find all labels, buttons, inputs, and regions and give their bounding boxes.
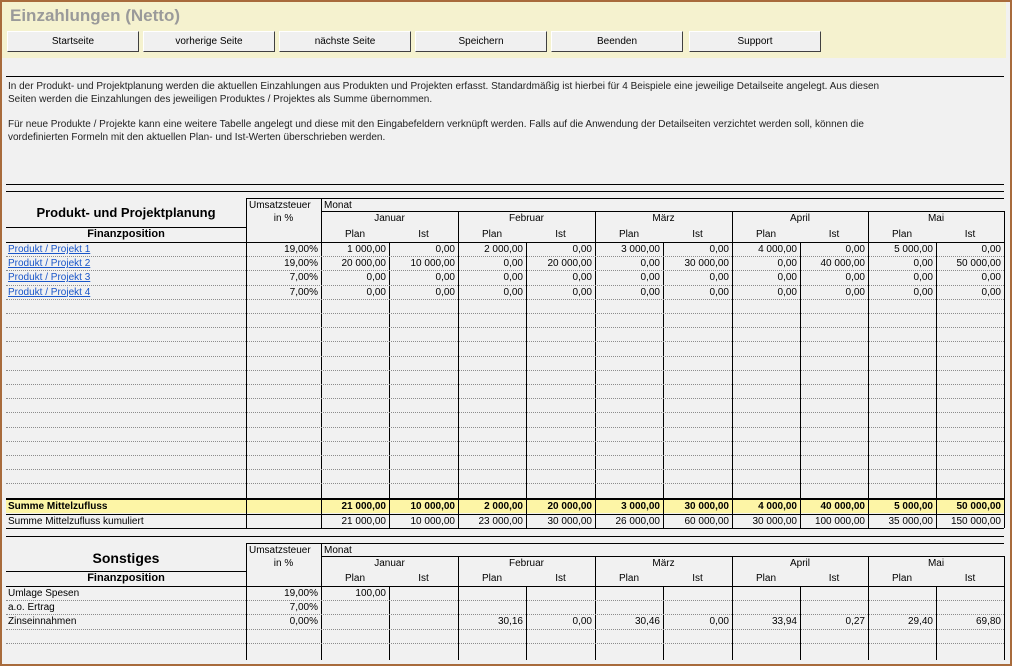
grid-line bbox=[936, 586, 937, 660]
value-cell[interactable]: 0,00 bbox=[981, 286, 1001, 298]
cumulative-value: 30 000,00 bbox=[752, 516, 797, 527]
value-cell[interactable]: 0,00 bbox=[845, 244, 865, 255]
value-cell[interactable]: 0,00 bbox=[913, 272, 933, 284]
grid-line bbox=[800, 586, 801, 660]
grid-line bbox=[389, 586, 390, 660]
section-title: Produkt- und Projektplanung bbox=[36, 205, 216, 220]
grid-line bbox=[1004, 211, 1005, 499]
value-cell[interactable]: 0,00 bbox=[640, 258, 660, 270]
value-cell[interactable]: 1 000,00 bbox=[347, 244, 386, 255]
sum-value: 30 000,00 bbox=[684, 501, 729, 512]
value-cell[interactable]: 0,00 bbox=[981, 272, 1001, 284]
value-cell[interactable]: 2 000,00 bbox=[484, 244, 523, 255]
month-header: Februar bbox=[508, 558, 544, 569]
value-cell[interactable]: 30,46 bbox=[634, 616, 660, 628]
row-separator bbox=[6, 384, 1004, 385]
tax-rate[interactable]: 0,00% bbox=[289, 616, 318, 628]
row-separator bbox=[6, 398, 1004, 399]
row-separator bbox=[6, 629, 1004, 630]
ist-header: Ist bbox=[828, 573, 840, 584]
value-cell[interactable]: 20 000,00 bbox=[341, 258, 386, 270]
tax-column-header: Umsatzsteuer bbox=[249, 545, 311, 556]
sum-value: 40 000,00 bbox=[820, 501, 865, 512]
save-button[interactable]: Speichern bbox=[415, 31, 547, 52]
row-separator bbox=[6, 643, 1004, 644]
value-cell[interactable]: 0,00 bbox=[777, 286, 797, 298]
cumulative-value: 21 000,00 bbox=[341, 516, 386, 527]
grid-line bbox=[246, 198, 247, 499]
value-cell[interactable]: 0,00 bbox=[913, 286, 933, 298]
tax-rate[interactable]: 7,00% bbox=[289, 286, 318, 298]
grid-line bbox=[321, 499, 322, 528]
cumulative-value: 26 000,00 bbox=[615, 516, 660, 527]
cumulative-value: 10 000,00 bbox=[410, 516, 455, 527]
position-column-header: Finanzposition bbox=[87, 228, 165, 240]
cumulative-value: 150 000,00 bbox=[950, 516, 1001, 527]
tax-rate[interactable]: 19,00% bbox=[284, 588, 318, 599]
value-cell[interactable]: 0,00 bbox=[503, 272, 523, 284]
value-cell[interactable]: 0,00 bbox=[777, 258, 797, 270]
value-cell[interactable]: 0,00 bbox=[366, 272, 386, 284]
value-cell[interactable]: 0,00 bbox=[435, 244, 455, 255]
page-title: Einzahlungen (Netto) bbox=[10, 6, 180, 25]
ist-header: Ist bbox=[692, 573, 703, 584]
sum-value: 10 000,00 bbox=[410, 501, 455, 512]
value-cell[interactable]: 0,00 bbox=[981, 244, 1001, 255]
plan-header: Plan bbox=[481, 229, 502, 240]
value-cell[interactable]: 50 000,00 bbox=[956, 258, 1001, 270]
value-cell[interactable]: 0,00 bbox=[709, 286, 729, 298]
grid-line bbox=[663, 499, 664, 528]
grid-line bbox=[732, 499, 733, 528]
position-label: Umlage Spesen bbox=[8, 588, 80, 599]
tax-column-header: in % bbox=[273, 213, 294, 224]
ist-header: Ist bbox=[964, 229, 976, 240]
cumulative-value: 30 000,00 bbox=[547, 516, 592, 527]
row-separator bbox=[6, 370, 1004, 371]
value-cell[interactable]: 0,00 bbox=[640, 272, 660, 284]
project-link[interactable]: Produkt / Projekt 4 bbox=[8, 286, 91, 298]
grid-line bbox=[800, 499, 801, 528]
grid-line bbox=[936, 499, 937, 528]
month-header: März bbox=[652, 558, 675, 569]
month-column-header: Monat bbox=[324, 200, 352, 211]
month-header: Mai bbox=[927, 558, 945, 569]
tax-rate[interactable]: 19,00% bbox=[284, 258, 318, 270]
ist-header: Ist bbox=[418, 573, 429, 584]
sum-value: 5 000,00 bbox=[894, 501, 933, 512]
value-cell[interactable]: 40 000,00 bbox=[820, 258, 865, 270]
position-column-header: Finanzposition bbox=[87, 572, 165, 584]
row-separator bbox=[6, 455, 1004, 456]
value-cell[interactable]: 0,00 bbox=[435, 286, 455, 298]
value-cell[interactable]: 33,94 bbox=[771, 616, 797, 628]
value-cell[interactable]: 0,00 bbox=[845, 286, 865, 298]
sum-label: Summe Mittelzufluss bbox=[8, 501, 108, 512]
value-cell[interactable]: 0,00 bbox=[709, 272, 729, 284]
grid-line bbox=[6, 191, 1004, 192]
grid-line bbox=[1004, 556, 1005, 660]
description-text: In der Produkt- und Projektplanung werden die aktuellen Einzahlungen aus Produkten und Projekten erfasst. Standardmäßig ist hierbei für 4 Beispiele eine jeweilige Detailseite angelegt. Aus diesen bbox=[8, 81, 880, 92]
value-cell[interactable]: 0,00 bbox=[913, 258, 933, 270]
plan-header: Plan bbox=[481, 573, 502, 584]
grid-line bbox=[663, 586, 664, 660]
row-separator bbox=[6, 313, 1004, 314]
sum-value: 21 000,00 bbox=[341, 501, 386, 512]
plan-header: Plan bbox=[755, 229, 776, 240]
grid-line bbox=[321, 198, 322, 499]
exit-button[interactable]: Beenden bbox=[551, 31, 683, 52]
cumulative-value: 100 000,00 bbox=[814, 516, 865, 527]
grid-line bbox=[595, 499, 596, 528]
sum-value: 50 000,00 bbox=[956, 501, 1001, 512]
sum-value: 20 000,00 bbox=[547, 501, 592, 512]
row-separator bbox=[6, 299, 1004, 300]
value-cell[interactable]: 0,00 bbox=[572, 272, 592, 284]
row-separator bbox=[6, 441, 1004, 442]
value-cell[interactable]: 0,00 bbox=[503, 286, 523, 298]
month-header: März bbox=[652, 213, 675, 224]
row-separator bbox=[6, 427, 1004, 428]
value-cell[interactable]: 0,00 bbox=[709, 244, 729, 255]
description-text: vordefinierten Formeln mit den aktuellen Plan- und Ist-Werten überschrieben werden. bbox=[8, 132, 386, 143]
prev-page-button[interactable]: vorherige Seite bbox=[143, 31, 275, 52]
value-cell[interactable]: 100,00 bbox=[355, 588, 386, 599]
value-cell[interactable]: 0,00 bbox=[435, 272, 455, 284]
next-page-button[interactable]: nächste Seite bbox=[279, 31, 411, 52]
cumulative-value: 35 000,00 bbox=[888, 516, 933, 527]
plan-header: Plan bbox=[755, 573, 776, 584]
plan-header: Plan bbox=[344, 229, 365, 240]
value-cell[interactable]: 69,80 bbox=[975, 616, 1001, 628]
month-column-header: Monat bbox=[324, 545, 352, 556]
plan-header: Plan bbox=[891, 573, 912, 584]
grid-line bbox=[1004, 499, 1005, 528]
plan-header: Plan bbox=[891, 229, 912, 240]
grid-line bbox=[246, 499, 247, 528]
row-separator bbox=[6, 412, 1004, 413]
divider bbox=[6, 76, 1004, 77]
ist-header: Ist bbox=[555, 573, 566, 584]
ist-header: Ist bbox=[964, 573, 976, 584]
value-cell[interactable]: 29,40 bbox=[907, 616, 933, 628]
value-cell[interactable]: 0,27 bbox=[845, 616, 865, 628]
project-link[interactable]: Produkt / Projekt 2 bbox=[8, 258, 91, 270]
value-cell[interactable]: 0,00 bbox=[366, 286, 386, 298]
value-cell[interactable]: 5 000,00 bbox=[894, 244, 933, 255]
sum-value: 3 000,00 bbox=[621, 501, 660, 512]
value-cell[interactable]: 30 000,00 bbox=[684, 258, 729, 270]
ist-header: Ist bbox=[555, 229, 566, 240]
month-header: Februar bbox=[508, 213, 544, 224]
home-button[interactable]: Startseite bbox=[7, 31, 139, 52]
grid-line bbox=[526, 586, 527, 660]
value-cell[interactable]: 0,00 bbox=[572, 244, 592, 255]
position-label: a.o. Ertrag bbox=[8, 602, 55, 614]
ist-header: Ist bbox=[418, 229, 429, 240]
plan-header: Plan bbox=[618, 573, 639, 584]
tax-rate[interactable]: 19,00% bbox=[284, 244, 318, 255]
row-separator bbox=[6, 469, 1004, 470]
grid-line bbox=[6, 536, 1004, 537]
value-cell[interactable]: 0,00 bbox=[777, 272, 797, 284]
row-separator bbox=[6, 483, 1004, 484]
value-cell[interactable]: 0,00 bbox=[640, 286, 660, 298]
ist-header: Ist bbox=[828, 229, 840, 240]
value-cell[interactable]: 4 000,00 bbox=[758, 244, 797, 255]
value-cell[interactable]: 0,00 bbox=[503, 258, 523, 270]
month-header: April bbox=[789, 213, 810, 224]
cumulative-sum-label: Summe Mittelzufluss kumuliert bbox=[8, 516, 144, 527]
row-separator bbox=[6, 341, 1004, 342]
tax-column-header: in % bbox=[273, 558, 294, 569]
plan-header: Plan bbox=[344, 573, 365, 584]
support-button[interactable]: Support bbox=[689, 31, 821, 52]
month-header: Januar bbox=[374, 213, 405, 224]
divider bbox=[6, 184, 1004, 185]
tax-column-header: Umsatzsteuer bbox=[249, 200, 311, 211]
cumulative-value: 23 000,00 bbox=[478, 516, 523, 527]
grid-line bbox=[526, 499, 527, 528]
position-label: Zinseinnahmen bbox=[8, 616, 77, 628]
tax-rate[interactable]: 7,00% bbox=[289, 602, 318, 614]
section-title: Sonstiges bbox=[92, 550, 160, 566]
month-header: Mai bbox=[927, 213, 945, 224]
value-cell[interactable]: 0,00 bbox=[845, 272, 865, 284]
project-link[interactable]: Produkt / Projekt 3 bbox=[8, 272, 91, 284]
ist-header: Ist bbox=[692, 229, 703, 240]
description-text: Für neue Produkte / Projekte kann eine weitere Tabelle angelegt und diese mit den Eingabefeldern verknüpft werden. Falls auf die Anwendung der Detailseiten verzichtet werden soll, können die bbox=[8, 119, 864, 130]
value-cell[interactable]: 0,00 bbox=[572, 286, 592, 298]
value-cell[interactable]: 30,16 bbox=[497, 616, 523, 628]
grid-line bbox=[458, 499, 459, 528]
month-header: April bbox=[789, 558, 810, 569]
row-separator bbox=[6, 327, 1004, 328]
value-cell[interactable]: 0,00 bbox=[709, 616, 729, 628]
sum-value: 2 000,00 bbox=[484, 501, 523, 512]
grid-line bbox=[868, 499, 869, 528]
tax-rate[interactable]: 7,00% bbox=[289, 272, 318, 284]
row-separator bbox=[6, 356, 1004, 357]
sum-value: 4 000,00 bbox=[758, 501, 797, 512]
value-cell[interactable]: 3 000,00 bbox=[621, 244, 660, 255]
value-cell[interactable]: 20 000,00 bbox=[547, 258, 592, 270]
month-header: Januar bbox=[374, 558, 405, 569]
project-link[interactable]: Produkt / Projekt 1 bbox=[8, 244, 91, 255]
grid-line bbox=[6, 528, 1004, 529]
plan-header: Plan bbox=[618, 229, 639, 240]
description-text: Seiten werden die Einzahlungen des jeweiligen Produktes / Projektes als Summe übernommen. bbox=[8, 94, 433, 105]
cumulative-value: 60 000,00 bbox=[684, 516, 729, 527]
value-cell[interactable]: 10 000,00 bbox=[410, 258, 455, 270]
grid-line bbox=[389, 499, 390, 528]
value-cell[interactable]: 0,00 bbox=[572, 616, 592, 628]
